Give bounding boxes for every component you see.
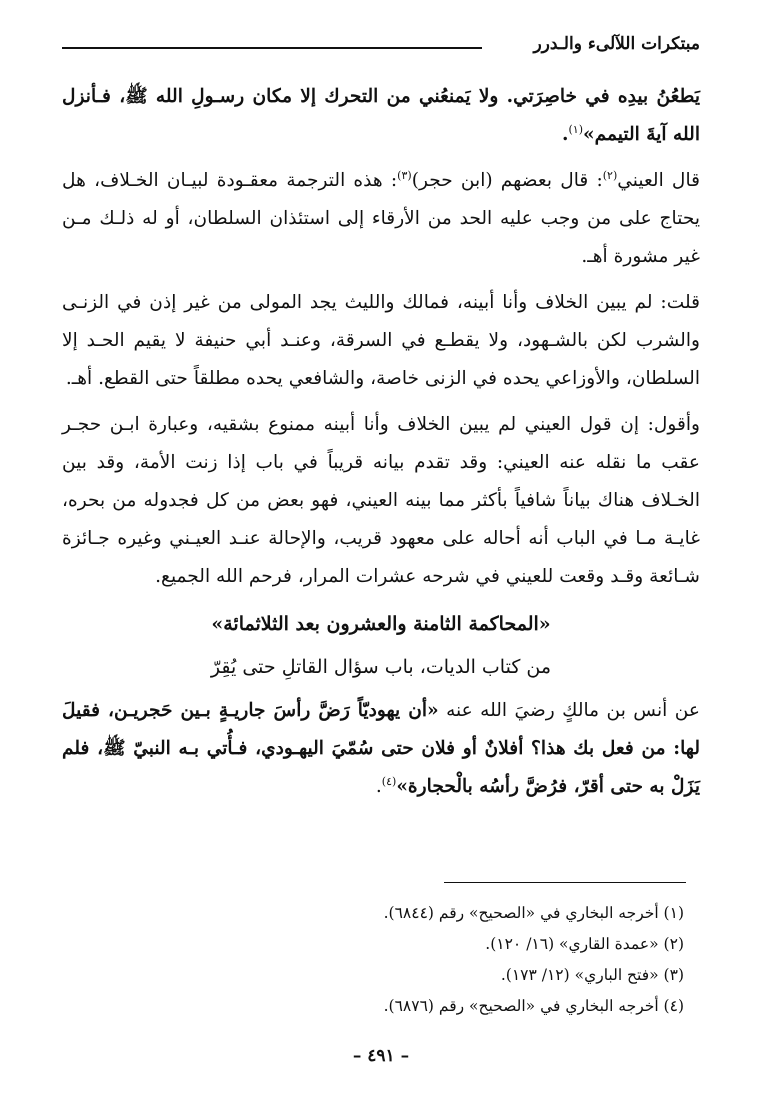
footnote-ref-2: (٢) — [602, 168, 618, 182]
footnote-3: (٣) «فتح الباري» (١٢/ ١٧٣). — [500, 966, 684, 984]
main-text — [62, 78, 700, 814]
footnote-2: (٢) «عمدة القاري» (١٦/ ١٢٠). — [485, 935, 684, 953]
hadith-text: «أن يهوديّاً رَضَّ رأسَ جاريـةٍ بـين حَجريـن، فقيلَ لها: من فعل بك هذا؟ أفلانٌ أو فلان حتى سُمّيَ اليهـودي، فـأُتي بـه النبيّ ﷺ، فلم يَزَلْ به حتى أقرّ، فرُضَّ رأسُه بالْحجارة» — [62, 700, 700, 797]
header-rule — [62, 47, 482, 49]
footnote-ref-4: (٤) — [381, 774, 397, 788]
footnote-ref-1: (١) — [568, 122, 583, 136]
paragraph-2-part-b: : قال بعضهم (ابن حجر) — [411, 170, 603, 191]
paragraph-1-end: . — [561, 124, 569, 145]
footnotes — [62, 898, 684, 1022]
running-header — [62, 32, 700, 62]
hadith-intro: عن أنس بن مالكٍ رضيَ الله عنه — [438, 700, 700, 721]
paragraph-2-part-c: : هذه الترجمة معقـودة لبيـان الخـلاف، هل يحتاج على من وجب عليه الحد من الأرقاء إلى استئذان السلطان، أو له ذلـك مـن غير مشورة أهـ. — [62, 170, 700, 267]
footnote-1: (١) أخرجه البخاري في «الصحيح» رقم (٦٨٤٤). — [383, 904, 684, 922]
paragraph-2 — [62, 162, 700, 276]
section-subheading: من كتاب الديات، باب سؤال القاتلِ حتى يُقِرّ — [210, 656, 552, 678]
section-heading: «المحاكمة الثامنة والعشرون بعد الثلاثمائة» — [211, 613, 551, 635]
paragraph-1 — [62, 78, 700, 154]
footnote-4: (٤) أخرجه البخاري في «الصحيح» رقم (٦٨٧٦). — [383, 997, 684, 1015]
paragraph-3: قلت: لم يبين الخلاف وأنا أبينه، فمالك والليث يجد المولى من غير إذن في الزنـى والشرب لكن بالشـهود، ولا يقطـع في السرقة، وعنـد أبي حنيفة لا يقيم الحـد إلا السلطان، والأوزاعي يحده في الزنى خاصة، والشافعي يحده مطلقاً حتى القطع. أهـ. — [62, 292, 700, 389]
footnote-ref-3: (٣) — [397, 168, 412, 182]
page-number: – ٤٩١ – — [352, 1046, 410, 1066]
hadith-paragraph — [62, 692, 700, 806]
paragraph-2-part-a: قال العيني — [617, 170, 700, 191]
paragraph-4: وأقول: إن قول العيني لم يبين الخلاف وأنا أبينه ممنوع بشقيه، وعبارة ابـن حجـر عقب ما نقله عنه العيني: وقد تقدم بيانه قريباً في باب إذا زنت الأمة، وقد بين الخـلاف هناك بياناً شافياً بأكثر مما بينه العيني، فهو بعض من كل فجدوله من بحره، غايـة مـا في الباب أنه أحاله على معهود قريب، والإحالة عنـد العيـني وغيره جـائزة شـائعة وقـد وقعت للعيني في شرحه عشرات المرار، فرحم الله الجميع. — [62, 414, 700, 587]
footnote-separator — [444, 882, 686, 883]
paragraph-1-text: يَطعُنُ بيدِه في خاصِرَتي. ولا يَمنعُني من التحرك إلا مكان رسـولِ الله ﷺ، فـأنزل الله آيةَ التيمم» — [62, 86, 700, 145]
hadith-end: . — [375, 776, 382, 797]
book-title: مبتكرات اللآلىء والـدرر — [533, 34, 700, 54]
